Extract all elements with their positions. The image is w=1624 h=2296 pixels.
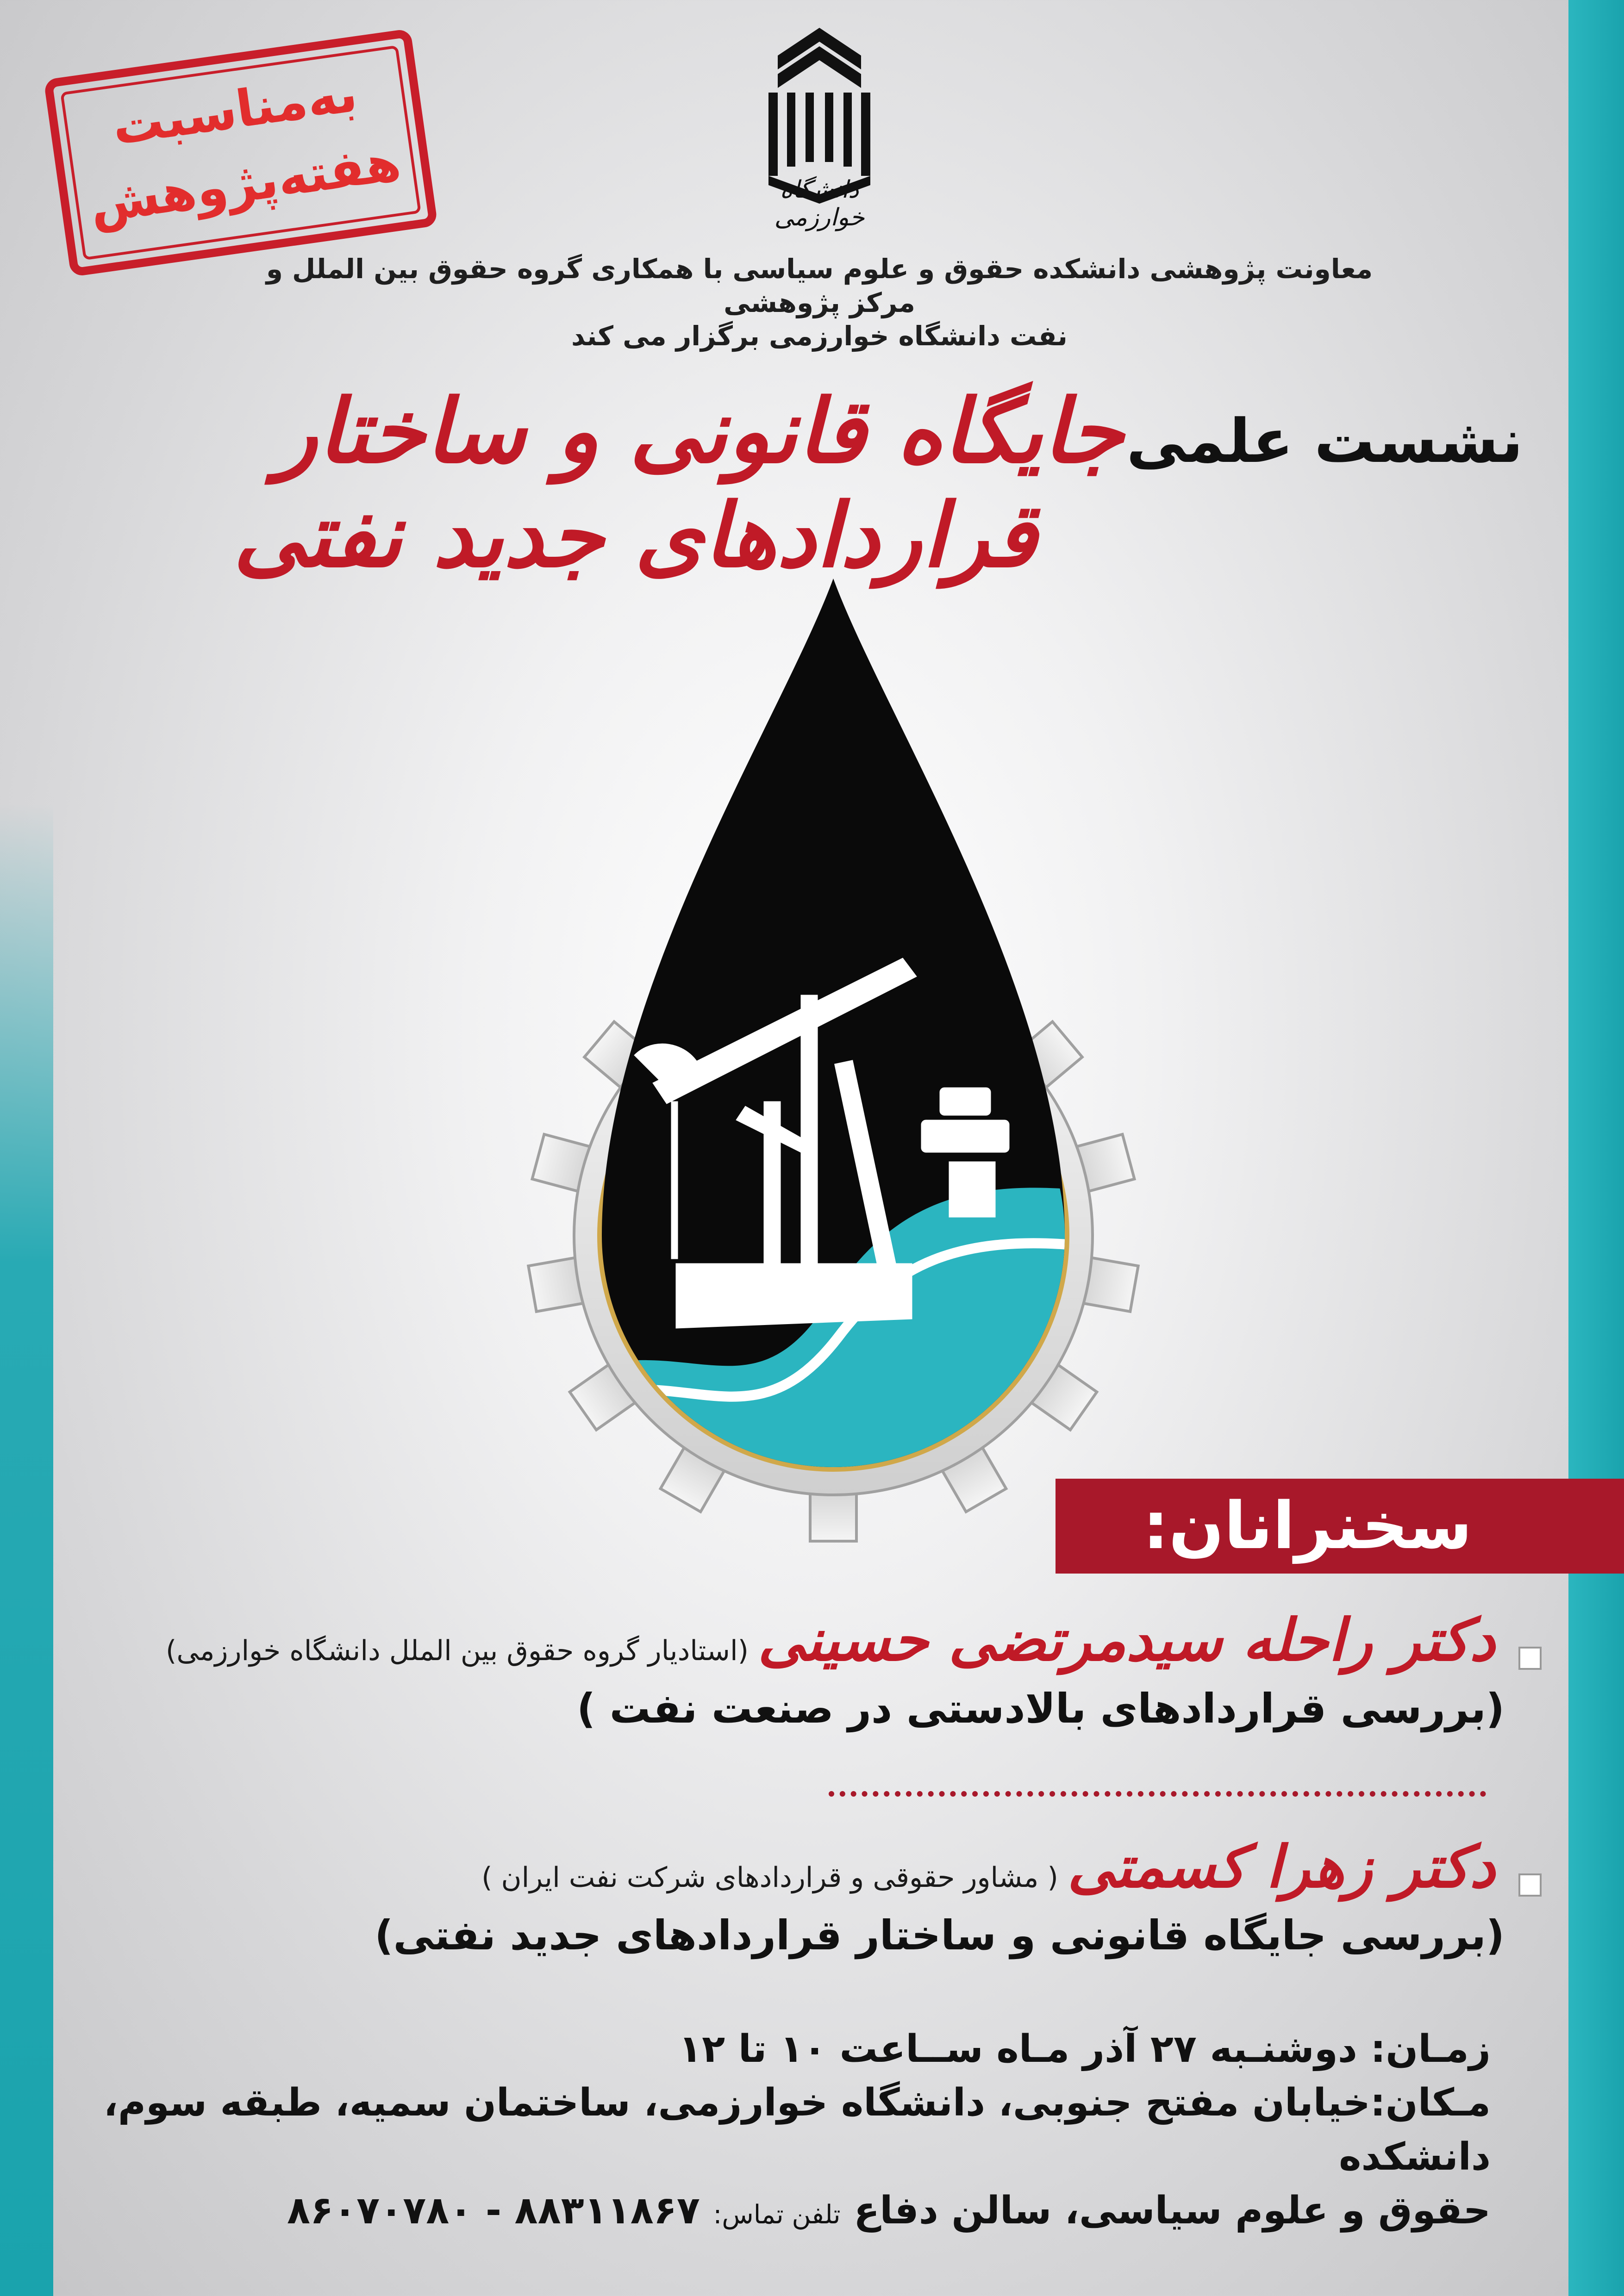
intro-line-2: نفت دانشگاه خوارزمی برگزار می کند [571,320,1068,352]
right-teal-stripe [1568,0,1624,2296]
speaker-1-name-row [83,1606,1542,1675]
speaker-2-name: دکتر زهرا کسمتی [1067,1834,1495,1901]
occasion-stamp [44,28,438,277]
left-teal-stripe [0,0,53,2296]
stamp-line-1: به‌مناسبت [108,63,361,157]
speaker-2-affiliation: ( مشاور حقوقی و قراردادهای شرکت نفت ایران ) [481,1861,1058,1894]
speaker-1 [83,1606,1542,1732]
oil-drop-gear-emblem [458,579,1208,1550]
title-prefix: نشست علمی [1126,406,1523,476]
event-time: زمـان: دوشنـبه ۲۷ آذر مـاه ســاعت ۱۰ تا ۱۲ [679,2027,1491,2071]
event-place-line-2-row [97,2184,1491,2238]
event-place-line-1: مـکان:خیابان مفتح جنوبی، دانشگاه خوارزمی، ساختمان سمیه، طبقه سوم، دانشکده [103,2081,1491,2179]
speaker-1-topic: (بررسی قراردادهای بالادستی در صنعت نفت ) [576,1685,1505,1732]
stamp-line-2: هفته‌پژوهش [86,132,405,235]
event-details [97,2022,1491,2238]
title-main-line-1: جایگاه قانونی و ساختار [275,380,1124,483]
intro-line-1: معاونت پژوهشی دانشکده حقوق و علوم سیاسی با همکاری گروه حقوق بین الملل و مرکز پژوهشی [266,253,1373,318]
event-title [28,380,1523,587]
bullet-square-icon [1518,1647,1542,1670]
title-main-line-2: قراردادهای جدید نفتی [233,485,1037,587]
dotted-divider [829,1791,1486,1801]
organizer-intro [231,252,1407,353]
speaker-2-topic: (بررسی جایگاه قانونی و ساختار قراردادهای جدید نفتی) [375,1911,1505,1959]
phone-numbers: ۸۸۳۱۱۸۶۷ - ۸۶۰۷۰۷۸۰ [287,2189,700,2233]
bullet-square-icon [1518,1873,1542,1897]
oil-drop-icon [597,579,1074,1504]
logo-caption: دانشگاه خوارزمی [774,176,865,231]
speaker-2-name-row [83,1833,1542,1902]
speakers-heading: سخنرانان: [1056,1479,1624,1574]
phone-label: تلفن تماس: [713,2200,841,2230]
speaker-1-affiliation: (استادیار گروه حقوق بین الملل دانشگاه خوارزمی) [165,1635,749,1667]
speaker-1-name: دکتر راحله سیدمرتضی حسینی [758,1607,1495,1674]
event-place-line-2: حقوق و علوم سیاسی، سالن دفاع [854,2189,1491,2233]
speaker-2 [83,1833,1542,1959]
